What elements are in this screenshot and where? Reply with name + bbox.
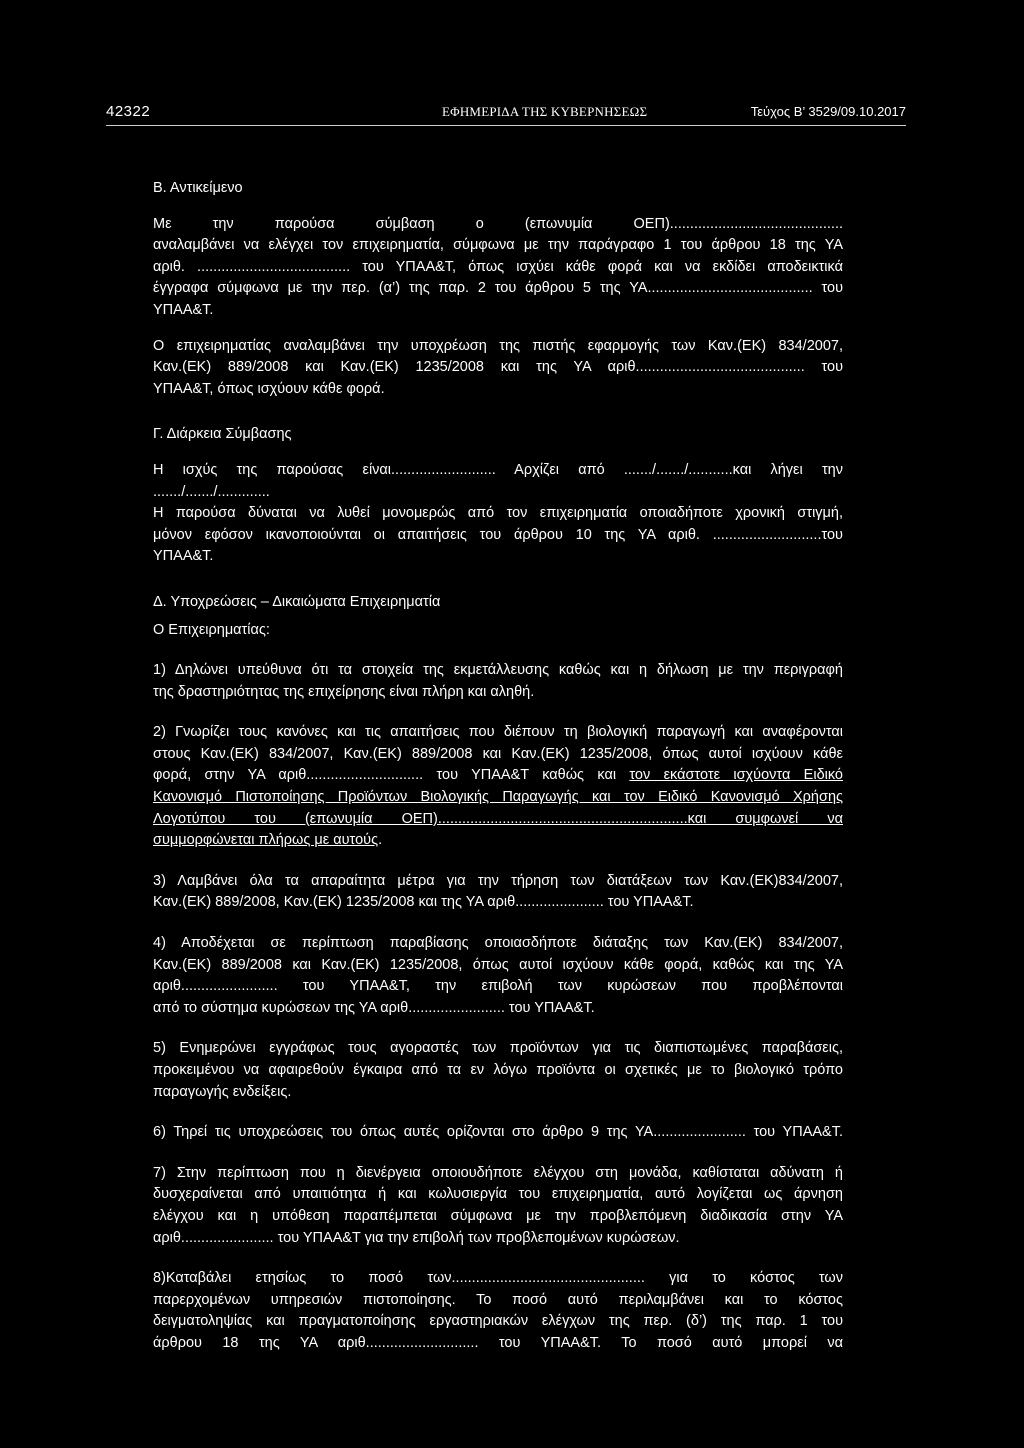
section-b-paragraph-2 bbox=[153, 336, 843, 401]
text-line: Η ισχύς της παρούσας είναι.......................... Αρχίζει από ......./......./...........και λήγει την bbox=[153, 461, 843, 478]
text-line: Καν.(ΕΚ) 889/2008 και Καν.(ΕΚ) 1235/2008, όπως αυτοί ισχύουν κάθε φορά, καθώς και της ΥΑ bbox=[153, 956, 843, 973]
section-c-heading: Γ. Διάρκεια Σύμβασης bbox=[153, 426, 292, 443]
obligation-item-5 bbox=[153, 1038, 843, 1103]
underlined-text-line: Κανονισμό Πιστοποίησης Προϊόντων Βιολογικής Παραγωγής και τον Ειδικό Κανονισμό Χρήσης bbox=[153, 789, 843, 806]
text-line: αριθ........................ του ΥΠΑΑ&Τ, την επιβολή των κυρώσεων που προβλέπονται bbox=[153, 978, 843, 995]
text-line: 6) Τηρεί τις υποχρεώσεις του όπως αυτές ορίζονται στο άρθρο 9 της ΥΑ....................... του ΥΠΑΑ&Τ. bbox=[153, 1124, 843, 1141]
text-line: Με την παρούσα σύμβαση ο (επωνυμία ΟΕΠ)........................................... bbox=[153, 215, 843, 232]
text-line: παραγωγής ενδείξεις. bbox=[153, 1083, 292, 1100]
text-line: προκειμένου να αφαιρεθούν έγκαιρα από τα εν λόγω προϊόντα οι σχετικές με το βιολογικό τρόπο bbox=[153, 1062, 843, 1078]
text-line: της δραστηριότητας της επιχείρησης είναι πλήρη και αληθή. bbox=[153, 683, 535, 700]
text-line: ΥΠΑΑ&Τ. bbox=[153, 301, 214, 318]
section-d-intro: Ο Επιχειρηματίας: bbox=[153, 621, 270, 638]
text-line: αριθ. ...................................... του ΥΠΑΑ&Τ, όπως ισχύει κάθε φορά και να εκδίδει αποδεικτικά bbox=[153, 258, 843, 275]
document-body bbox=[153, 178, 843, 1355]
obligation-item-8 bbox=[153, 1268, 843, 1354]
text-line: Ο επιχειρηματίας αναλαμβάνει την υποχρέωση της πιστής εφαρμογής των Καν.(ΕΚ) 834/2007, bbox=[153, 337, 843, 354]
section-d-heading: Δ. Υποχρεώσεις – Δικαιώματα Επιχειρηματία bbox=[153, 593, 441, 610]
text-line: παρερχομένων υπηρεσιών πιστοποίησης. Το ποσό αυτό περιλαμβάνει και το κόστος bbox=[153, 1291, 843, 1308]
text-line: ......./......./............. bbox=[153, 483, 270, 500]
text-line: έγγραφα σύμφωνα με την περ. (α’) της παρ. 2 του άρθρου 5 της ΥΑ......................................... του bbox=[153, 280, 843, 297]
section-c-paragraph bbox=[153, 460, 843, 568]
text-line: άρθρου 18 της ΥΑ αριθ............................ του ΥΠΑΑ&Τ. Το ποσό αυτό μπορεί να bbox=[153, 1334, 843, 1351]
obligation-item-7 bbox=[153, 1163, 843, 1249]
text-fragment: φορά, στην ΥΑ αριθ............................. του ΥΠΑΑ&Τ καθώς και bbox=[153, 767, 630, 784]
text-line bbox=[153, 765, 843, 787]
text-line: 5) Ενημερώνει εγγράφως τους αγοραστές των προϊόντων για τις διαπιστωμένες παραβάσεις, bbox=[153, 1040, 843, 1057]
text-line: 4) Αποδέχεται σε περίπτωση παραβίασης οποιασδήποτε διάταξης των Καν.(ΕΚ) 834/2007, bbox=[153, 935, 843, 952]
text-line: δειγματοληψίας και πραγματοποίησης εργαστηριακών ελέγχων της περ. (δ’) της παρ. 1 του bbox=[153, 1313, 843, 1330]
text-line: Καν.(ΕΚ) 889/2008, Καν.(ΕΚ) 1235/2008 και της ΥΑ αριθ...................... του ΥΠΑΑ&Τ. bbox=[153, 894, 694, 911]
obligation-item-3 bbox=[153, 871, 843, 914]
text-line: μόνον εφόσον ικανοποιούνται οι απαιτήσεις του άρθρου 10 της ΥΑ αριθ. ...........................του bbox=[153, 526, 843, 543]
section-b-paragraph-1 bbox=[153, 214, 843, 322]
obligation-item-2 bbox=[153, 722, 843, 852]
text-line: αριθ....................... του ΥΠΑΑ&Τ για την επιβολή των προβλεπομένων κυρώσεων. bbox=[153, 1229, 680, 1246]
underlined-text-line: Λογοτύπου του (επωνυμία ΟΕΠ)..............................................................και συμφωνεί να bbox=[153, 810, 843, 827]
underlined-text: τον εκάστοτε ισχύοντα Ειδικό bbox=[629, 767, 843, 784]
text-line: από το σύστημα κυρώσεων της ΥΑ αριθ........................ του ΥΠΑΑ&Τ. bbox=[153, 999, 595, 1016]
text-line: αναλαμβάνει να ελέγχει τον επιχειρηματία, σύμφωνα με την παράγραφο 1 του άρθρου 18 της ΥΑ bbox=[153, 237, 843, 254]
text-line: Η παρούσα δύναται να λυθεί μονομερώς από τον επιχειρηματία οποιαδήποτε χρονική στιγμή, bbox=[153, 505, 843, 522]
text-line: 8)Καταβάλει ετησίως το ποσό των................................................ για το κόστος των bbox=[153, 1270, 843, 1287]
underlined-text: συμμορφώνεται πλήρως με αυτούς bbox=[153, 832, 379, 849]
issue-info: Τεύχος Β’ 3529/09.10.2017 bbox=[750, 104, 906, 119]
text-line: 7) Στην περίπτωση που η διενέργεια οποιουδήποτε ελέγχου στη μονάδα, καθίσταται αδύνατη ή bbox=[153, 1164, 843, 1181]
section-b-heading: Β. Αντικείμενο bbox=[153, 180, 243, 196]
text-line bbox=[153, 830, 843, 852]
text-line: Καν.(ΕΚ) 889/2008 και Καν.(ΕΚ) 1235/2008 και της ΥΑ αριθ.......................................... του bbox=[153, 359, 843, 376]
text-line: ΥΠΑΑ&Τ, όπως ισχύουν κάθε φορά. bbox=[153, 380, 385, 397]
page-number: 42322 bbox=[106, 103, 151, 120]
text-line: 1) Δηλώνει υπεύθυνα ότι τα στοιχεία της εκμετάλλευσης καθώς και η δήλωση με την περιγραφή bbox=[153, 662, 843, 679]
obligation-item-4 bbox=[153, 933, 843, 1019]
publication-title: ΕΦΗΜΕΡΙΔΑ ΤΗΣ ΚΥΒΕΡΝΗΣΕΩΣ bbox=[442, 104, 648, 119]
text-line: ΥΠΑΑ&Τ. bbox=[153, 548, 214, 565]
obligation-item-6 bbox=[153, 1122, 843, 1144]
text-line: δυσχεραίνεται από υπαιτιότητα ή και κωλυσιεργία του επιχειρηματία, αυτό λογίζεται ως άρνηση bbox=[153, 1186, 843, 1203]
text-fragment: . bbox=[378, 832, 383, 849]
text-line: στους Καν.(ΕΚ) 834/2007, Καν.(ΕΚ) 889/2008 και Καν.(ΕΚ) 1235/2008, όπως αυτοί ισχύουν κάθε bbox=[153, 745, 843, 762]
text-line: 2) Γνωρίζει τους κανόνες και τις απαιτήσεις που διέπουν τη βιολογική παραγωγή και αναφέρονται bbox=[153, 724, 843, 741]
text-line: ελέγχου και η υπόθεση παραπέμπεται σύμφωνα με την προβλεπόμενη διαδικασία στην ΥΑ bbox=[153, 1207, 843, 1224]
page-header bbox=[106, 101, 906, 126]
text-line: 3) Λαμβάνει όλα τα απαραίτητα μέτρα για την τήρηση των διατάξεων των Καν.(ΕΚ)834/2007, bbox=[153, 872, 843, 889]
obligation-item-1 bbox=[153, 660, 843, 703]
